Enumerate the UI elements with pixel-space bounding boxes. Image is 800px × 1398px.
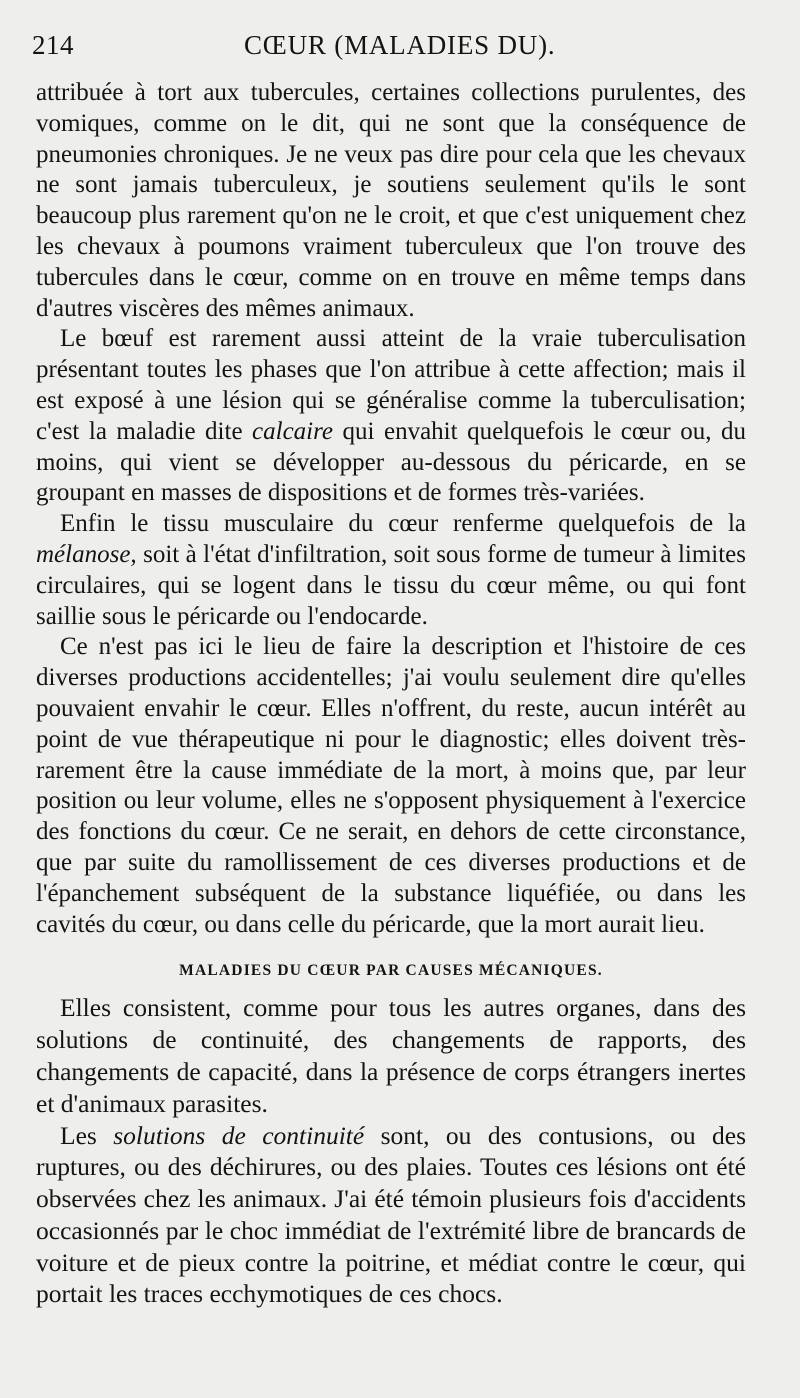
page-body [36,78,746,1310]
paragraph [36,632,746,940]
paragraph [36,1120,746,1311]
text-run: Les [60,1120,114,1150]
text-run: soit à l'état d'infiltration, soit sous forme de tumeur à limites circulaires, qui se logent dans le tissu du cœur même, ou qui font saillie sous le péricarde ou l'endocarde. [36,540,746,630]
text-run: Elles consistent, comme pour tous les autres organes, dans des solutions de continuité, des changements de rapports, des changements de capacité, dans la présence de corps étrangers inertes et d'animaux parasites. [36,993,746,1118]
running-head: CŒUR (MALADIES DU). [244,30,556,60]
section-body-text [36,992,746,1310]
text-run: Ce n'est pas ici le lieu de faire la description et l'histoire de ces diverses productions accidentelles; j'ai voulu seulement dire qu'elles pouvaient envahir le cœur. Elles n'offrent, du reste, aucun intérêt au point de vue thérapeutique ni pour le diagnostic; elles doivent très-rarement être la cause immédiate de la mort, à moins que, par leur position ou leur volume, elles ne s'opposent physiquement à l'exercice des fonctions du cœur. Ce ne serait, en dehors de cette circonstance, que par suite du ramollissement de ces diverses productions et de l'épanchement subséquent de la substance liquéfiée, ou dans les cavités du cœur, ou dans celle du péricarde, que la mort aurait lieu. [36,633,746,938]
italic-text: calcaire [252,417,334,445]
text-run: qui envahit quelquefois le cœur ou, du moins, qui vient se développer au-dessous du péricarde, en se groupant en masses de dispositions et de formes très-variées. [36,417,746,507]
paragraph [36,509,746,632]
section-heading: MALADIES DU CŒUR PAR CAUSES MÉCANIQUES. [179,962,603,980]
italic-text: solutions de continuité [113,1120,365,1150]
text-run: Enfin le tissu musculaire du cœur renferme quelquefois de la [60,510,746,538]
italic-text: mélanose, [36,540,137,568]
paragraph [36,992,746,1119]
text-run: sont, ou des contusions, ou des ruptures, ou des déchirures, ou des plaies. Toutes ces lésions ont été observées chez les animaux. J'ai été témoin plusieurs fois d'accidents occasionnés par le choc immédiat de l'extrémité libre de brancards de voiture et de pieux contre la poitrine, et médiat contre le cœur, qui portait les traces ecchymotiques de ces chocs. [36,1120,746,1309]
paragraph [36,324,746,509]
text-run: Le bœuf est rarement aussi atteint de la vraie tuberculisation présentant toutes les phases que l'on attribue à cette affection; mais il est exposé à une lésion qui se généralise comme la tuberculisation; c'est la maladie dite [36,325,746,445]
text-run: attribuée à tort aux tubercules, certaines collections purulentes, des vomiques, comme on le dit, qui ne sont que la conséquence de pneumonies chroniques. Je ne veux pas dire pour cela que les chevaux ne sont jamais tuberculeux, je soutiens seulement qu'ils le sont beaucoup plus rarement qu'on ne le croit, et que c'est uniquement chez les chevaux à poumons vraiment tuberculeux que l'on trouve des tubercules dans le cœur, comme on en trouve en même temps dans d'autres viscères des mêmes animaux. [36,79,746,322]
page-header [32,30,768,70]
body-text [36,78,746,940]
paragraph [36,78,746,324]
page-number: 214 [32,30,74,60]
